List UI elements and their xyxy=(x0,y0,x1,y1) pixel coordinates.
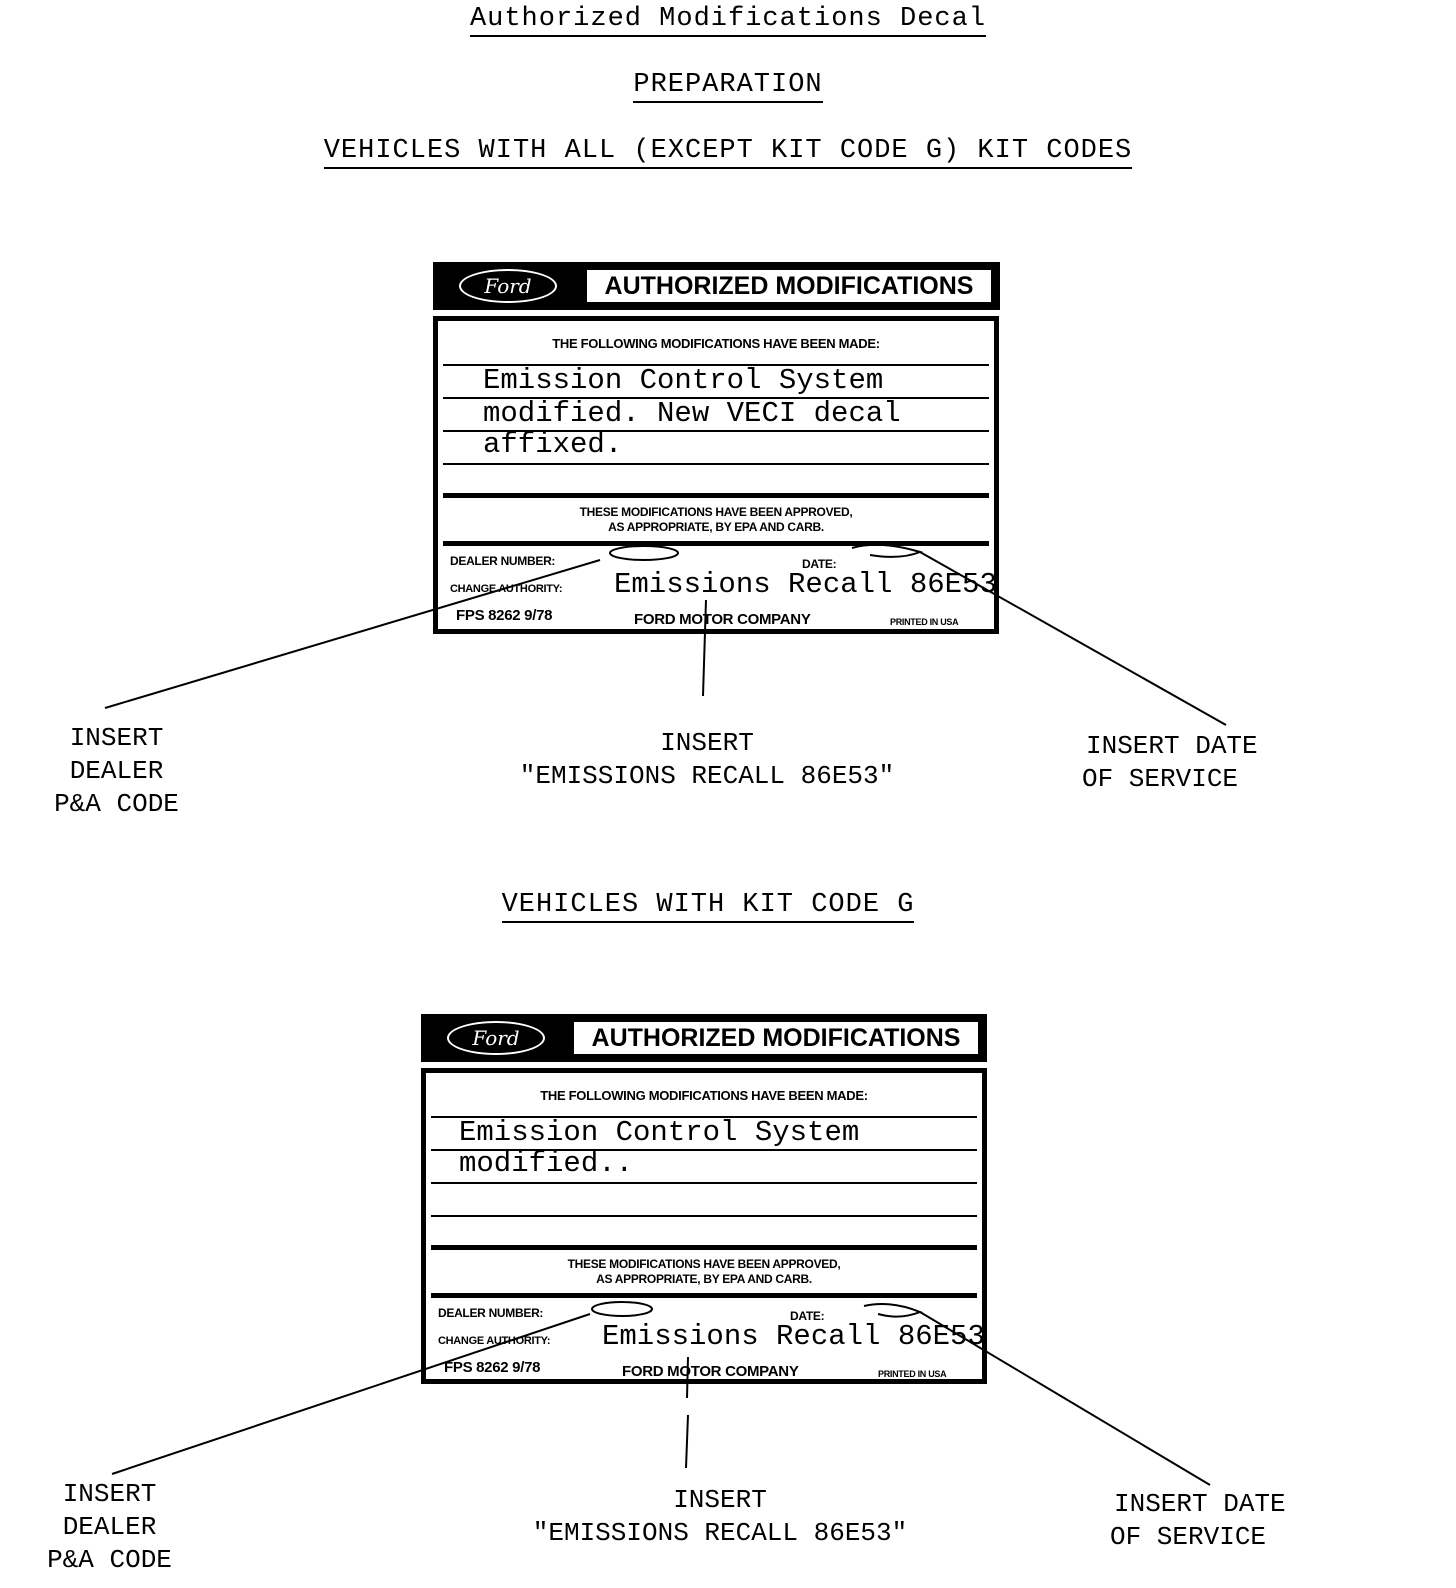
dealer-number-label: DEALER NUMBER: xyxy=(438,1306,544,1320)
change-authority-value: Emissions Recall 86E53 xyxy=(614,568,997,601)
date-scribble-mark xyxy=(852,545,920,557)
date-scribble-mark xyxy=(864,1304,920,1317)
callout-date-of-service: INSERT DATE OF SERVICE xyxy=(1110,1489,1286,1552)
callout-date-of-service: INSERT DATE OF SERVICE xyxy=(1082,731,1258,794)
date-leader-line xyxy=(920,552,1226,725)
modification-line: Emission Control System xyxy=(431,1118,977,1151)
ford-logo-icon: Ford xyxy=(459,269,557,303)
recall-leader-line xyxy=(686,1415,688,1468)
change-authority-label: CHANGE AUTHORITY: xyxy=(450,583,563,595)
callout-dealer-code: INSERT DEALER P&A CODE xyxy=(54,723,179,819)
company-name: FORD MOTOR COMPANY xyxy=(622,1363,799,1380)
preparation-heading: PREPARATION xyxy=(0,68,1456,102)
change-authority-value: Emissions Recall 86E53 xyxy=(602,1320,985,1353)
form-number: FPS 8262 9/78 xyxy=(456,607,553,624)
company-name: FORD MOTOR COMPANY xyxy=(634,611,811,628)
decal-title: AUTHORIZED MODIFICATIONS xyxy=(585,268,993,304)
recall-leader-line xyxy=(703,600,706,696)
section-heading-kit-code-g: VEHICLES WITH KIT CODE G xyxy=(0,888,1436,922)
dealer-leader-line xyxy=(112,1314,590,1474)
printed-in-usa: PRINTED IN USA xyxy=(878,1369,947,1379)
approval-statement: THESE MODIFICATIONS HAVE BEEN APPROVED, AS APPROPRIATE, BY EPA AND CARB. xyxy=(431,1250,977,1298)
modification-line: modified. New VECI decal xyxy=(443,399,989,432)
section-heading-all-kit-codes: VEHICLES WITH ALL (EXCEPT KIT CODE G) KIT CODES xyxy=(0,134,1456,168)
dealer-number-label: DEALER NUMBER: xyxy=(450,554,556,568)
following-label: THE FOLLOWING MODIFICATIONS HAVE BEEN MADE: xyxy=(431,1073,977,1118)
dealer-leader-line xyxy=(105,560,600,708)
printed-in-usa: PRINTED IN USA xyxy=(890,617,959,627)
following-label: THE FOLLOWING MODIFICATIONS HAVE BEEN MADE: xyxy=(443,321,989,366)
approval-statement: THESE MODIFICATIONS HAVE BEEN APPROVED, AS APPROPRIATE, BY EPA AND CARB. xyxy=(443,498,989,546)
date-leader-line xyxy=(920,1312,1210,1485)
ford-logo-icon: Ford xyxy=(447,1021,545,1055)
modification-line: affixed. xyxy=(443,432,989,465)
modification-line: modified.. xyxy=(431,1151,977,1184)
change-authority-label: CHANGE AUTHORITY: xyxy=(438,1335,551,1347)
callout-emissions-recall: INSERT "EMISSIONS RECALL 86E53" xyxy=(519,728,895,791)
callout-dealer-code: INSERT DEALER P&A CODE xyxy=(47,1479,172,1575)
callout-emissions-recall: INSERT "EMISSIONS RECALL 86E53" xyxy=(532,1485,908,1548)
dealer-scribble-mark xyxy=(610,546,678,560)
form-number: FPS 8262 9/78 xyxy=(444,1359,541,1376)
date-label: DATE: xyxy=(802,557,837,571)
document-title: Authorized Modifications Decal xyxy=(0,2,1456,36)
date-label: DATE: xyxy=(790,1309,825,1323)
modification-line: Emission Control System xyxy=(443,366,989,399)
decal-title: AUTHORIZED MODIFICATIONS xyxy=(572,1020,980,1056)
recall-leader-line xyxy=(687,1357,688,1398)
dealer-scribble-mark xyxy=(592,1302,652,1316)
